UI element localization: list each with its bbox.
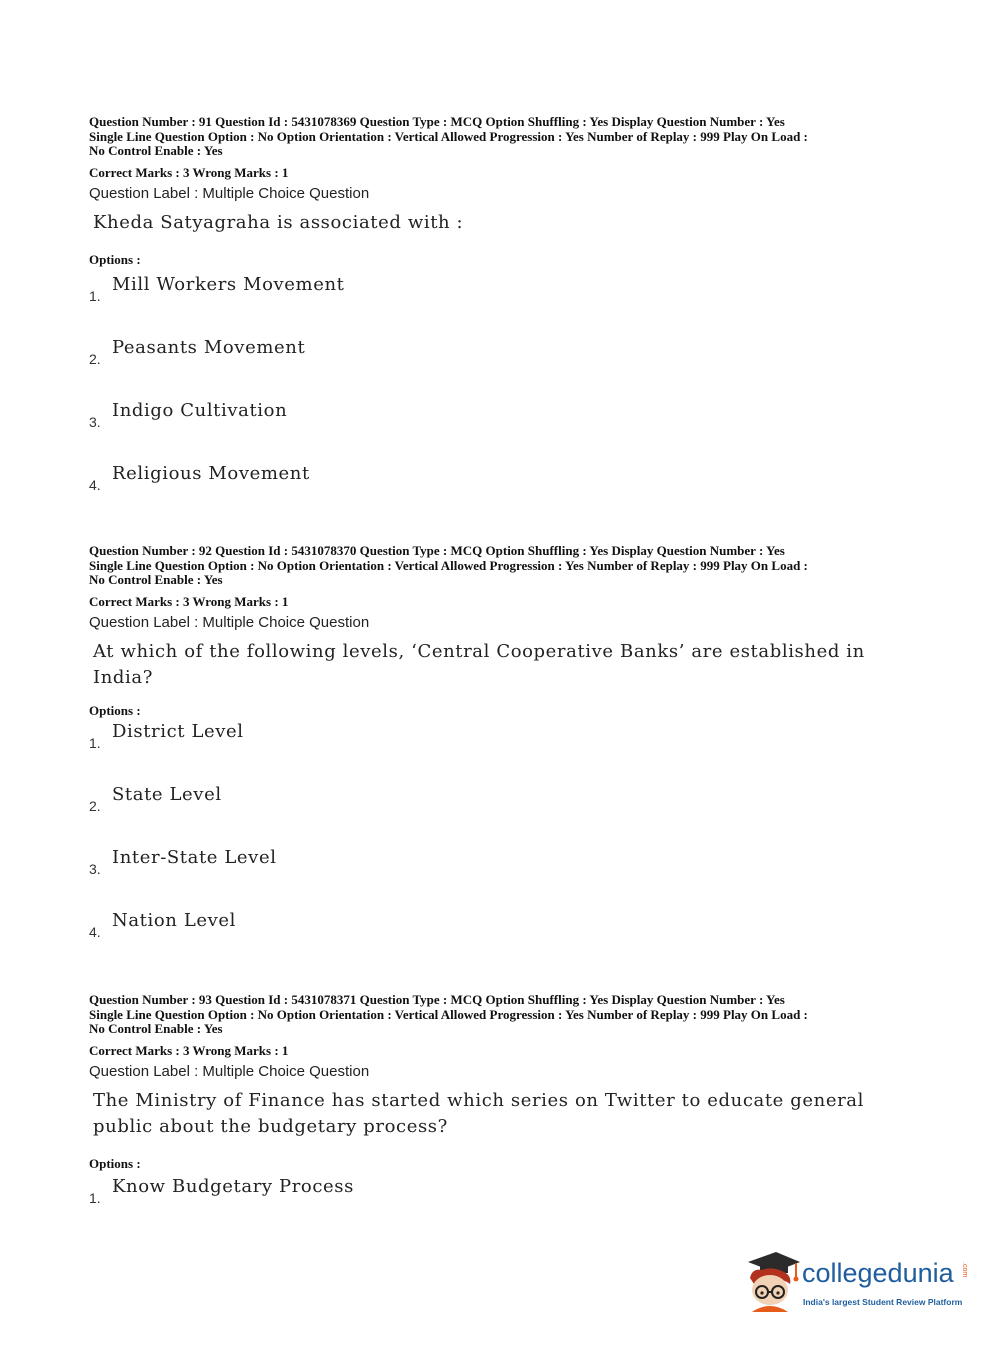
option-text: Nation Level: [112, 909, 237, 931]
meta-line: Question Number : 92 Question Id : 5431078370 Question Type : MCQ Option Shuffling : Yes Display Question Number : Yes: [89, 543, 785, 558]
option-number: 2.: [89, 350, 101, 367]
option-item[interactable]: [89, 274, 949, 337]
question-marks: Correct Marks : 3 Wrong Marks : 1: [89, 593, 289, 609]
option-text: Know Budgetary Process: [112, 1175, 354, 1197]
meta-line: No Control Enable : Yes: [89, 1021, 223, 1036]
option-number: 3.: [89, 413, 101, 430]
meta-line: Single Line Question Option : No Option Orientation : Vertical Allowed Progression : Yes Number of Replay : 999 Play On Load :: [89, 557, 808, 573]
question-marks: Correct Marks : 3 Wrong Marks : 1: [89, 1042, 289, 1058]
options-label: Options :: [89, 702, 141, 718]
meta-line: Single Line Question Option : No Option Orientation : Vertical Allowed Progression : Yes Number of Replay : 999 Play On Load :: [89, 1006, 808, 1022]
option-number: 2.: [89, 797, 101, 814]
question-block-93: [89, 993, 949, 1239]
question-label: Question Label : Multiple Choice Question: [89, 184, 370, 202]
logo-domain-suffix: .com: [961, 1262, 968, 1278]
meta-line: No Control Enable : Yes: [89, 143, 223, 158]
meta-line: Single Line Question Option : No Option Orientation : Vertical Allowed Progression : Yes Number of Replay : 999 Play On Load :: [89, 128, 808, 144]
option-text: Peasants Movement: [112, 336, 306, 358]
option-item[interactable]: [89, 721, 949, 784]
option-number: 4.: [89, 476, 101, 493]
options-list: [89, 1176, 949, 1239]
option-item[interactable]: [89, 784, 949, 847]
question-marks: Correct Marks : 3 Wrong Marks : 1: [89, 164, 289, 180]
option-number: 4.: [89, 923, 101, 940]
question-text: The Ministry of Finance has started which series on Twitter to educate general public about the budgetary process?: [93, 1089, 864, 1137]
option-text: Mill Workers Movement: [112, 273, 345, 295]
option-number: 1.: [89, 287, 101, 304]
option-item[interactable]: [89, 463, 949, 526]
option-number: 3.: [89, 860, 101, 877]
question-block-91: [89, 115, 949, 526]
options-list: [89, 721, 949, 973]
option-text: Indigo Cultivation: [112, 399, 288, 421]
option-text: District Level: [112, 720, 244, 742]
options-label: Options :: [89, 1155, 141, 1171]
meta-line: Question Number : 91 Question Id : 5431078369 Question Type : MCQ Option Shuffling : Yes Display Question Number : Yes: [89, 114, 785, 129]
option-number: 1.: [89, 1189, 101, 1206]
option-item[interactable]: [89, 400, 949, 463]
option-text: Inter-State Level: [112, 846, 277, 868]
question-text: At which of the following levels, ‘Central Cooperative Banks’ are established in India?: [93, 640, 865, 688]
question-meta: [89, 993, 949, 1037]
logo-wordmark: collegedunia: [802, 1258, 954, 1288]
option-text: State Level: [112, 783, 222, 805]
option-item[interactable]: [89, 337, 949, 400]
question-label: Question Label : Multiple Choice Question: [89, 613, 370, 631]
meta-line: Question Number : 93 Question Id : 5431078371 Question Type : MCQ Option Shuffling : Yes Display Question Number : Yes: [89, 992, 785, 1007]
meta-line: No Control Enable : Yes: [89, 572, 223, 587]
question-text: Kheda Satyagraha is associated with :: [93, 211, 464, 233]
option-item[interactable]: [89, 910, 949, 973]
option-text: Religious Movement: [112, 462, 310, 484]
option-item[interactable]: [89, 1176, 949, 1239]
options-list: [89, 274, 949, 526]
collegedunia-logo[interactable]: [742, 1248, 972, 1318]
question-meta: [89, 115, 949, 159]
question-block-92: [89, 544, 949, 973]
question-label: Question Label : Multiple Choice Question: [89, 1062, 370, 1080]
options-label: Options :: [89, 251, 141, 267]
option-item[interactable]: [89, 847, 949, 910]
mascot-icon: [742, 1248, 802, 1318]
option-number: 1.: [89, 734, 101, 751]
question-meta: [89, 544, 949, 588]
logo-tagline: India's largest Student Review Platform: [803, 1297, 963, 1307]
